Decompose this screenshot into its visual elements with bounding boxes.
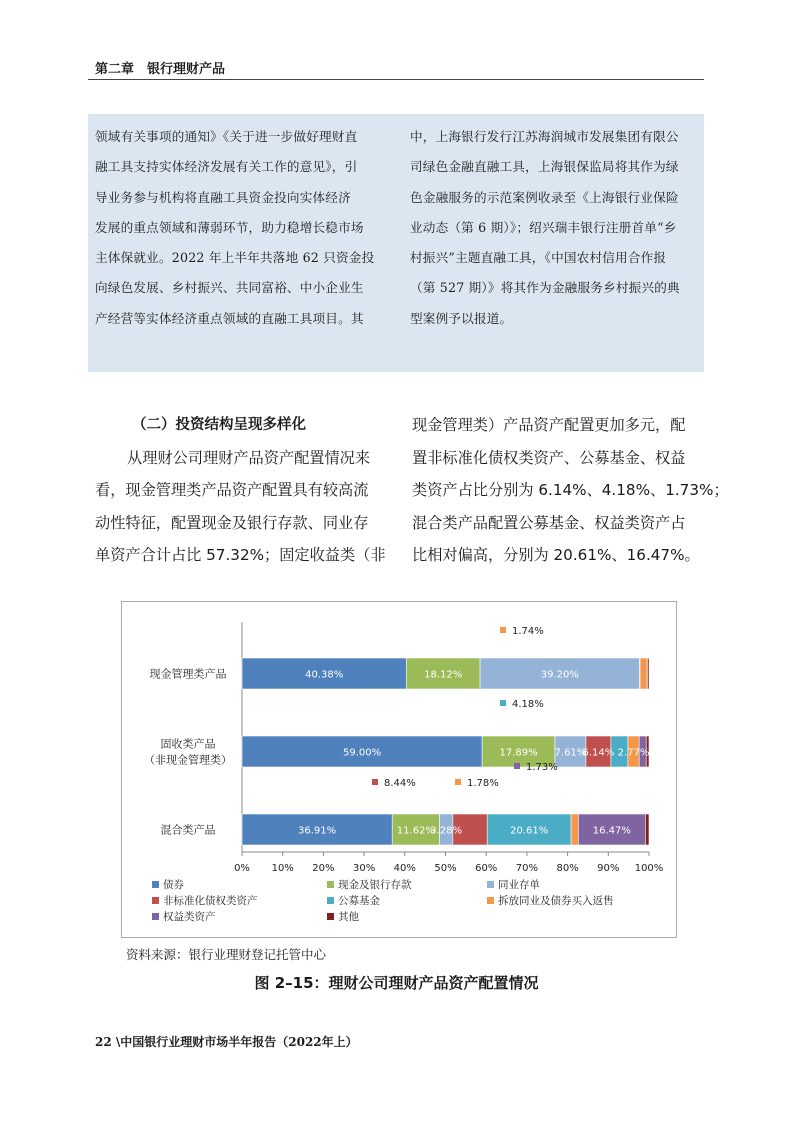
legend-swatch	[327, 913, 334, 920]
case-box	[88, 114, 704, 372]
body-text-line: 看，现金管理类产品资产配置具有较高流	[95, 481, 369, 500]
box-text-line: 领域有关事项的通知》《关于进一步做好理财直	[95, 129, 358, 144]
x-tick-label: 100%	[634, 863, 664, 874]
data-label: 6.14%	[582, 747, 615, 759]
data-label: 40.38%	[305, 669, 344, 681]
category-label: 现金管理类产品	[149, 667, 227, 681]
body-text-line: 置非标准化债权类资产、公募基金、权益	[412, 448, 686, 467]
legend-label: 同业存单	[498, 879, 540, 891]
x-tick-label: 20%	[312, 863, 335, 874]
x-tick-label: 10%	[271, 863, 294, 874]
x-tick-label: 50%	[434, 863, 457, 874]
legend-swatch	[487, 897, 494, 904]
x-tick-label: 80%	[556, 863, 579, 874]
header-divider	[88, 79, 704, 80]
bar-segment	[640, 658, 647, 689]
case-box-right-column	[410, 122, 700, 334]
category-label: （非现金管理类）	[144, 753, 232, 767]
chart-frame	[121, 601, 677, 938]
box-text-line: 中，上海银行发行江苏海润城市发展集团有限公	[410, 129, 679, 144]
bar-segment	[645, 814, 649, 845]
legend-swatch	[327, 897, 334, 904]
data-label: 3.28%	[430, 825, 463, 837]
legend-swatch	[152, 897, 159, 904]
x-tick-label: 40%	[393, 863, 416, 874]
source-note: 资料来源：银行业理财登记托管中心	[126, 947, 327, 962]
box-text-line: 型案例予以报道。	[410, 310, 513, 326]
body-left-column	[95, 409, 386, 572]
x-tick-label: 30%	[352, 863, 376, 874]
legend-label: 其他	[338, 911, 359, 923]
body-text-line: 动性特征，配置现金及银行存款、同业存	[95, 513, 369, 532]
body-right-column	[412, 409, 729, 572]
body-text-line: 类资产占比分别为 6.14%、4.18%、1.73%；	[412, 481, 729, 500]
legend-swatch	[487, 881, 494, 888]
page-footer: 22 \中国银行业理财市场半年报告（2022年上）	[95, 1035, 358, 1049]
x-tick-label: 90%	[597, 863, 620, 874]
data-label: 17.89%	[499, 747, 538, 759]
figure-caption: 图 2–15：理财公司理财产品资产配置情况	[254, 974, 539, 992]
legend-label: 公募基金	[338, 895, 380, 907]
legend-label: 非标准化债权类资产	[163, 895, 258, 907]
data-label-marker	[455, 779, 461, 785]
data-label: 1.78%	[467, 778, 499, 789]
x-tick-label: 60%	[475, 863, 498, 874]
data-label-marker	[500, 700, 506, 706]
box-text-line: 发展的重点领域和薄弱环节，助力稳增长稳市场	[95, 219, 364, 235]
bar-segment	[571, 814, 578, 845]
data-label: 8.44%	[384, 778, 416, 789]
body-text-line: 从理财公司理财产品资产配置情况来	[127, 448, 370, 467]
data-label-marker	[372, 779, 378, 785]
legend-swatch	[327, 881, 334, 888]
section-heading: （二）投资结构呈现多样化	[132, 416, 306, 433]
x-tick-label: 0%	[234, 863, 250, 874]
category-label: 固收类产品	[160, 737, 216, 751]
box-text-line: 业动态（第 6 期）》；绍兴瑞丰银行注册首单“乡	[410, 219, 677, 235]
data-label: 11.62%	[396, 825, 435, 837]
body-text-line: 单资产合计占比 57.32%；固定收益类（非	[95, 546, 386, 565]
data-label: 1.73%	[526, 762, 558, 773]
legend-swatch	[152, 881, 159, 888]
chapter-title: 第二章 银行理财产品	[95, 62, 226, 77]
data-label: 4.18%	[512, 699, 544, 710]
data-label-marker	[514, 763, 520, 769]
bar-segment	[647, 658, 649, 689]
data-label: 39.20%	[540, 669, 579, 681]
box-text-line: 融工具支持实体经济发展有关工作的意见》，引	[95, 159, 358, 175]
data-label: 18.12%	[424, 669, 463, 681]
data-label: 59.00%	[342, 747, 382, 759]
box-text-line: 村振兴”主题直融工具，《中国农村信用合作报	[410, 250, 667, 266]
data-label: 16.47%	[592, 825, 631, 837]
legend-label: 权益类资产	[163, 911, 216, 923]
box-text-line: （第 527 期）》将其作为金融服务乡村振兴的典	[410, 280, 680, 296]
data-label: 7.61%	[554, 747, 587, 759]
legend-label: 债券	[163, 879, 184, 891]
box-text-line: 产经营等实体经济重点领域的直融工具项目。其	[95, 310, 364, 326]
data-label: 2.77%	[617, 747, 650, 759]
body-text-line: 混合类产品配置公募基金、权益类资产占	[412, 513, 686, 532]
legend-label: 拆放同业及债券买入返售	[498, 895, 614, 907]
legend-label: 现金及银行存款	[338, 879, 412, 891]
x-tick-label: 70%	[515, 863, 539, 874]
box-text-line: 导业务参与机构将直融工具资金投向实体经济	[95, 189, 351, 205]
data-label: 1.74%	[512, 626, 544, 637]
legend-swatch	[152, 913, 159, 920]
box-text-line: 主体保就业。2022 年上半年共落地 62 只资金投	[95, 250, 375, 266]
box-text-line: 司绿色金融直融工具，上海银保监局将其作为绿	[410, 159, 679, 175]
box-text-line: 色金融服务的示范案例收录至《上海银行业保险	[410, 189, 679, 205]
category-label: 混合类产品	[160, 823, 216, 837]
data-label: 36.91%	[298, 825, 337, 837]
asset-allocation-chart	[122, 602, 676, 937]
body-left-paragraph	[95, 442, 386, 572]
body-text-line: 比相对偏高，分别为 20.61%、16.47%。	[412, 546, 700, 565]
case-box-left-column	[95, 122, 385, 334]
body-text-line: 现金管理类）产品资产配置更加多元，配	[412, 416, 686, 434]
box-text-line: 向绿色发展、乡村振兴、共同富裕、中小企业生	[95, 280, 364, 296]
data-label: 20.61%	[510, 825, 549, 837]
data-label-marker	[500, 627, 506, 633]
